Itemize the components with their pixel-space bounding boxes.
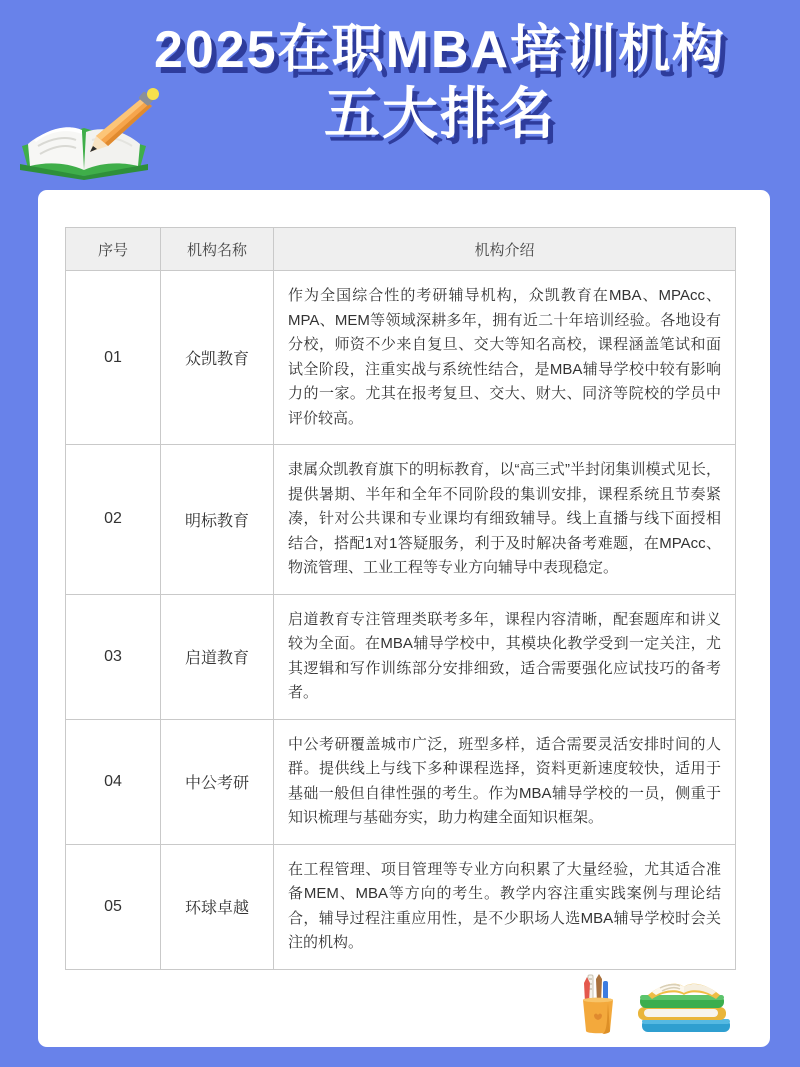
- pencil-cup-icon: [572, 973, 624, 1035]
- institution-description: 启道教育专注管理类联考多年，课程内容清晰，配套题库和讲义较为全面。在MBA辅导学校中，其模块化教学受到一定关注，尤其逻辑和写作训练部分安排细致，适合需要强化应试技巧的备考者。: [274, 594, 736, 719]
- page-title-line2: 五大排名: [324, 82, 556, 146]
- row-number: 05: [66, 844, 161, 969]
- institution-name: 中公考研: [161, 719, 274, 844]
- row-number: 01: [66, 271, 161, 445]
- content-card: [38, 190, 770, 1047]
- institution-name: 环球卓越: [161, 844, 274, 969]
- row-number: 04: [66, 719, 161, 844]
- page-title: [130, 20, 750, 147]
- institution-description: 中公考研覆盖城市广泛，班型多样，适合需要灵活安排时间的人群。提供线上与线下多种课程选择，资料更新速度较快，适用于基础一般但自律性强的考生。作为MBA辅导学校的一员，侧重于知识梳理与基础夯实，助力构建全面知识框架。: [274, 719, 736, 844]
- header-name: 机构名称: [161, 228, 274, 271]
- institution-description: 隶属众凯教育旗下的明标教育，以“高三式”半封闭集训模式见长，提供暑期、半年和全年不同阶段的集训安排，课程系统且节奏紧凑，针对公共课和专业课均有细致辅导。线上直播与线下面授相结合，搭配1对1答疑服务，利于及时解决备考难题，在MPAcc、物流管理、工业工程等专业方向辅导中表现稳定。: [274, 445, 736, 595]
- table-row: [66, 719, 736, 844]
- open-book-pencil-icon: [14, 84, 164, 180]
- table-row: [66, 594, 736, 719]
- table-row: [66, 844, 736, 969]
- header-desc: 机构介绍: [274, 228, 736, 271]
- open-book-pencil-svg: [14, 84, 164, 180]
- page-title-line1: 2025在职MBA培训机构: [153, 21, 727, 79]
- row-number: 03: [66, 594, 161, 719]
- institution-name: 明标教育: [161, 445, 274, 595]
- institution-name: 启道教育: [161, 594, 274, 719]
- institution-name: 众凯教育: [161, 271, 274, 445]
- table-row: [66, 445, 736, 595]
- table-header-row: [66, 228, 736, 271]
- institution-description: 在工程管理、项目管理等专业方向积累了大量经验，尤其适合准备MEM、MBA等方向的考生。教学内容注重实践案例与理论结合，辅导过程注重应用性，是不少职场人选MBA辅导学校时会关注的机构。: [274, 844, 736, 969]
- header-no: 序号: [66, 228, 161, 271]
- ranking-table: [65, 227, 736, 970]
- institution-description: 作为全国综合性的考研辅导机构，众凯教育在MBA、MPAcc、MPA、MEM等领域深耕多年，拥有近二十年培训经验。各地设有分校，师资不少来自复旦、交大等知名高校，课程涵盖笔试和面试全阶段，注重实战与系统性结合，是MBA辅导学校中较有影响力的一家。尤其在报考复旦、交大、财大、同济等院校的学员中评价较高。: [274, 271, 736, 445]
- row-number: 02: [66, 445, 161, 595]
- table-row: [66, 271, 736, 445]
- bottom-illustrations: [558, 973, 738, 1035]
- book-stack-icon: [634, 973, 738, 1035]
